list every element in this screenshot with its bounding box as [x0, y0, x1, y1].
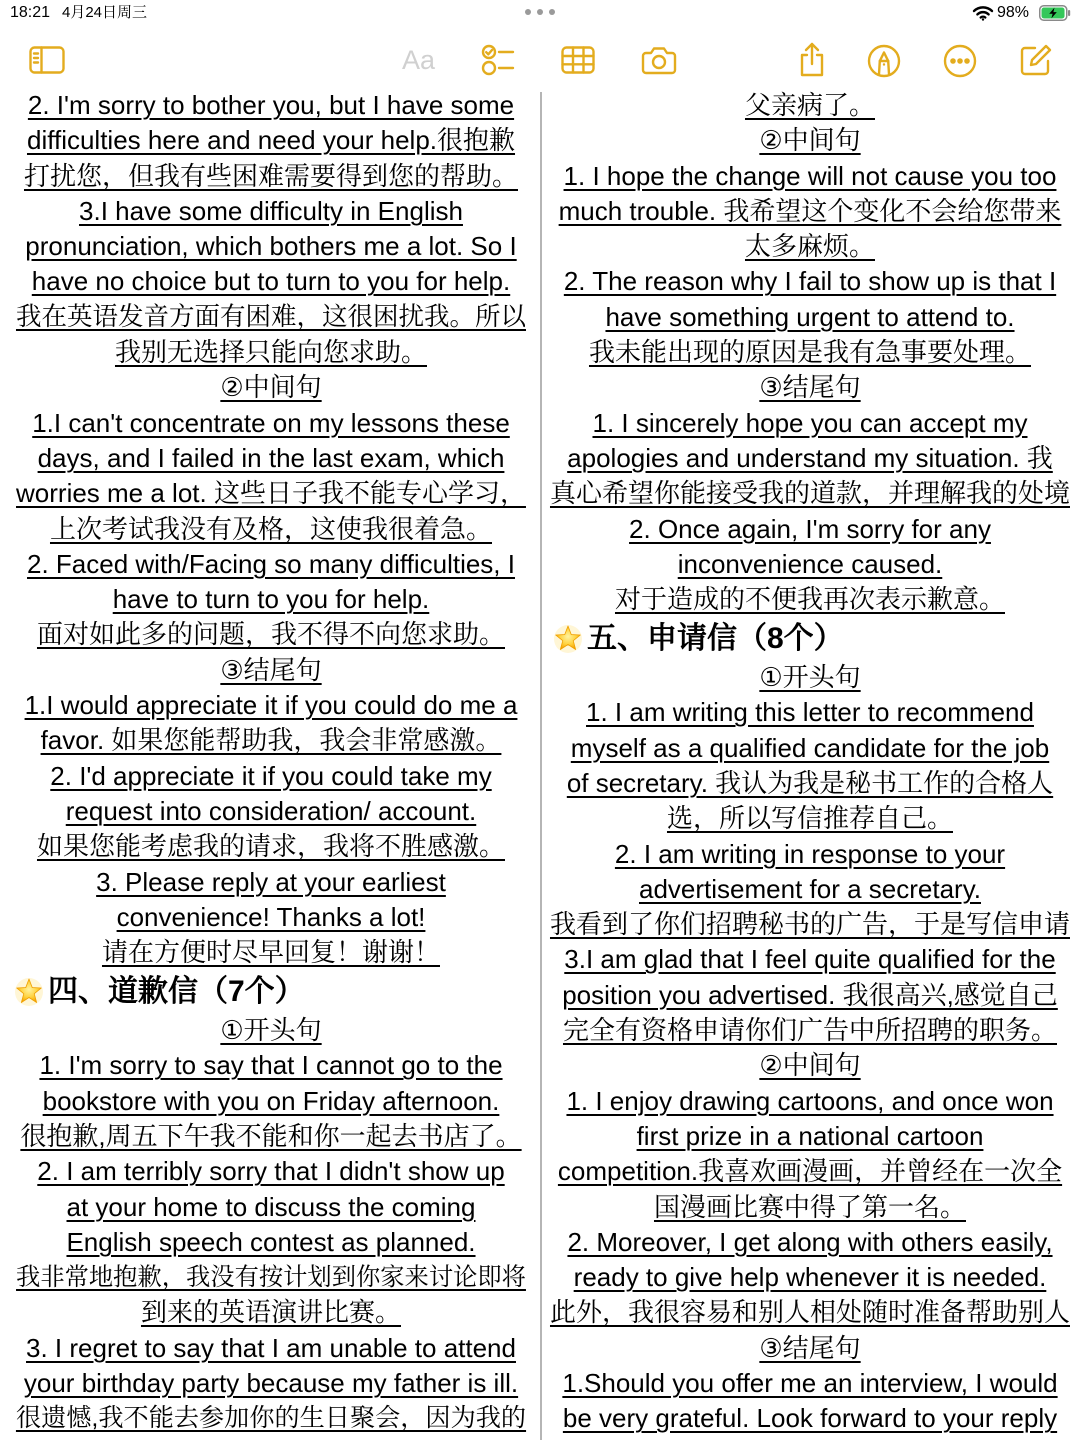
- subsection-label[interactable]: ②中间句: [220, 372, 322, 403]
- multitasking-dots-icon[interactable]: [525, 9, 555, 15]
- note-line[interactable]: 1.Should you offer me an interview, I would: [562, 1367, 1058, 1398]
- note-line[interactable]: 完全有资格申请你们广告中所招聘的职务。: [562, 1015, 1057, 1046]
- note-line[interactable]: 1. I am writing this letter to recommend: [586, 697, 1034, 728]
- note-line[interactable]: 2. I'd appreciate it if you could take my: [50, 760, 492, 791]
- note-line[interactable]: 太多麻烦。: [744, 231, 875, 262]
- note-line[interactable]: 很抱歉,周五下午我不能和你一起去书店了。: [20, 1120, 522, 1151]
- note-line[interactable]: English speech contest as planned.: [66, 1226, 476, 1257]
- note-line[interactable]: 面对如此多的问题，我不得不向您求助。: [36, 619, 505, 650]
- more-icon[interactable]: [943, 44, 977, 78]
- note-line[interactable]: 1. I'm sorry to say that I cannot go to the: [39, 1050, 503, 1081]
- note-line[interactable]: 父亲病了。: [744, 90, 875, 120]
- note-line[interactable]: myself as a qualified candidate for the job: [570, 732, 1050, 763]
- sidebar-icon[interactable]: [29, 46, 65, 74]
- camera-icon[interactable]: [641, 45, 677, 75]
- note-line[interactable]: 3. I regret to say that I am unable to attend: [26, 1332, 516, 1363]
- subsection-label[interactable]: ③结尾句: [759, 372, 861, 403]
- note-line[interactable]: 对于造成的不便我再次表示歉意。: [614, 584, 1005, 615]
- note-line[interactable]: 国漫画比赛中得了第一名。: [653, 1191, 966, 1222]
- note-line[interactable]: 1.I can't concentrate on my lessons these: [32, 407, 510, 438]
- note-line[interactable]: 我在英语发音方面有困难，这很困扰我。所以: [15, 302, 526, 331]
- note-line[interactable]: inconvenience caused.: [677, 548, 943, 579]
- note-line[interactable]: 我别无选择只能向您求助。: [114, 337, 427, 368]
- note-line[interactable]: 2. Moreover, I get along with others easily,: [567, 1226, 1053, 1257]
- star-icon: [14, 977, 44, 1007]
- section-heading-title: 五、申请信（8个）: [587, 621, 844, 655]
- format-button[interactable]: Aa: [402, 45, 436, 75]
- note-line[interactable]: worries me a lot. 这些日子我不能专心学习，: [16, 478, 526, 509]
- subsection-label[interactable]: ①开头句: [220, 1015, 322, 1046]
- note-line[interactable]: 2. Faced with/Facing so many difficulties, I: [27, 548, 515, 579]
- status-date: 4月24日周三: [62, 4, 148, 21]
- note-line[interactable]: bookstore with you on Friday afternoon.: [42, 1085, 500, 1116]
- note-line[interactable]: request into consideration/ account.: [65, 795, 477, 826]
- compose-icon[interactable]: [1019, 43, 1053, 77]
- note-line[interactable]: 1. I sincerely hope you can accept my: [592, 407, 1028, 438]
- note-line[interactable]: 上次考试我没有及格，这使我很着急。: [49, 513, 492, 544]
- column-divider: [540, 92, 542, 1440]
- section-heading[interactable]: [12, 970, 530, 1013]
- note-line[interactable]: have no choice but to turn to you for help.: [31, 266, 511, 297]
- note-line[interactable]: your birthday party because my father is ill.: [23, 1367, 519, 1398]
- note-line[interactable]: convenience! Thanks a lot!: [116, 901, 426, 932]
- subsection-label[interactable]: ③结尾句: [759, 1332, 861, 1363]
- note-line[interactable]: 1. I hope the change will not cause you too: [563, 160, 1057, 191]
- note-line[interactable]: 此外，我很容易和别人相处随时准备帮助别人: [549, 1297, 1070, 1328]
- note-line[interactable]: 如果您能考虑我的请求，我将不胜感激。: [36, 831, 505, 862]
- subsection-label[interactable]: ③结尾句: [220, 654, 322, 685]
- note-line[interactable]: 3.I am glad that I feel quite qualified for the: [564, 944, 1056, 975]
- checklist-icon[interactable]: [481, 44, 515, 76]
- note-line[interactable]: pronunciation, which bothers me a lot. So I: [25, 231, 517, 262]
- note-line[interactable]: 真心希望你能接受我的道款，并理解我的处境: [549, 478, 1070, 509]
- note-line[interactable]: 3.I have some difficulty in English: [79, 195, 463, 226]
- left-column[interactable]: [12, 88, 530, 1437]
- table-icon[interactable]: [561, 46, 595, 74]
- note-line[interactable]: have something urgent to attend to.: [605, 301, 1015, 332]
- note-line[interactable]: 很遗憾,我不能去参加你的生日聚会，因为我的: [15, 1404, 527, 1433]
- note-line[interactable]: 2. The reason why I fail to show up is that I: [563, 266, 1057, 297]
- share-icon[interactable]: [797, 41, 827, 77]
- status-time: 18:21: [10, 4, 51, 21]
- note-line[interactable]: have to turn to you for help.: [112, 584, 430, 615]
- note-line[interactable]: advertisement for a secretary.: [639, 873, 981, 904]
- section-heading[interactable]: [549, 617, 1071, 660]
- note-line[interactable]: days, and I failed in the last exam, which: [37, 442, 505, 473]
- note-line[interactable]: first prize in a national cartoon: [636, 1120, 984, 1151]
- note-line[interactable]: be very grateful. Look forward to your reply: [562, 1403, 1058, 1434]
- wifi-icon: [972, 5, 994, 21]
- subsection-label[interactable]: ②中间句: [759, 1050, 861, 1081]
- note-line[interactable]: 我非常地抱歉，我没有按计划到你家来讨论即将: [16, 1264, 526, 1292]
- note-line[interactable]: competition.我喜欢画漫画，并曾经在一次全: [557, 1156, 1063, 1187]
- battery-percent: 98%: [997, 4, 1030, 21]
- note-line[interactable]: 2. I am terribly sorry that I didn't show up: [37, 1156, 505, 1187]
- note-line[interactable]: 2. I'm sorry to bother you, but I have some: [27, 90, 515, 120]
- note-line[interactable]: favor. 如果您能帮助我，我会非常感激。: [40, 725, 502, 756]
- battery-icon: [1039, 5, 1071, 21]
- note-line[interactable]: 3. Please reply at your earliest: [96, 866, 446, 897]
- note-line[interactable]: of secretary. 我认为我是秘书工作的合格人: [566, 767, 1054, 798]
- subsection-label[interactable]: ①开头句: [759, 662, 861, 693]
- note-line[interactable]: difficulties here and need your help.很抱歉: [26, 125, 516, 156]
- note-line[interactable]: 我看到了你们招聘秘书的广告，于是写信申请: [549, 909, 1070, 940]
- right-column[interactable]: [549, 88, 1071, 1437]
- note-line[interactable]: 请在方便时尽早回复！谢谢！: [101, 937, 440, 968]
- note-line[interactable]: 1.I would appreciate it if you could do me a: [24, 690, 518, 721]
- markup-icon[interactable]: [867, 44, 901, 78]
- note-line[interactable]: 到来的英语演讲比赛。: [140, 1297, 401, 1328]
- note-line[interactable]: 选，所以写信推荐自己。: [666, 803, 953, 834]
- note-line[interactable]: ready to give help whenever it is needed.: [573, 1262, 1047, 1293]
- note-line[interactable]: apologies and understand my situation. 我: [567, 442, 1053, 473]
- star-icon: [553, 624, 583, 654]
- note-line[interactable]: at your home to discuss the coming: [66, 1191, 476, 1222]
- note-line[interactable]: much trouble. 我希望这个变化不会给您带来: [558, 195, 1062, 226]
- subsection-label[interactable]: ②中间句: [759, 125, 861, 156]
- note-line[interactable]: 2. Once again, I'm sorry for any: [629, 513, 991, 544]
- note-line[interactable]: 打扰您，但我有些困难需要得到您的帮助。: [23, 160, 518, 191]
- note-line[interactable]: 2. I am writing in response to your: [614, 838, 1006, 869]
- note-line[interactable]: 1. I enjoy drawing cartoons, and once won: [566, 1085, 1054, 1116]
- section-heading-title: 四、道歉信（7个）: [48, 974, 305, 1008]
- note-line[interactable]: position you advertised. 我很高兴,感觉自己: [562, 979, 1058, 1010]
- note-line[interactable]: 我未能出现的原因是我有急事要处理。: [588, 337, 1031, 368]
